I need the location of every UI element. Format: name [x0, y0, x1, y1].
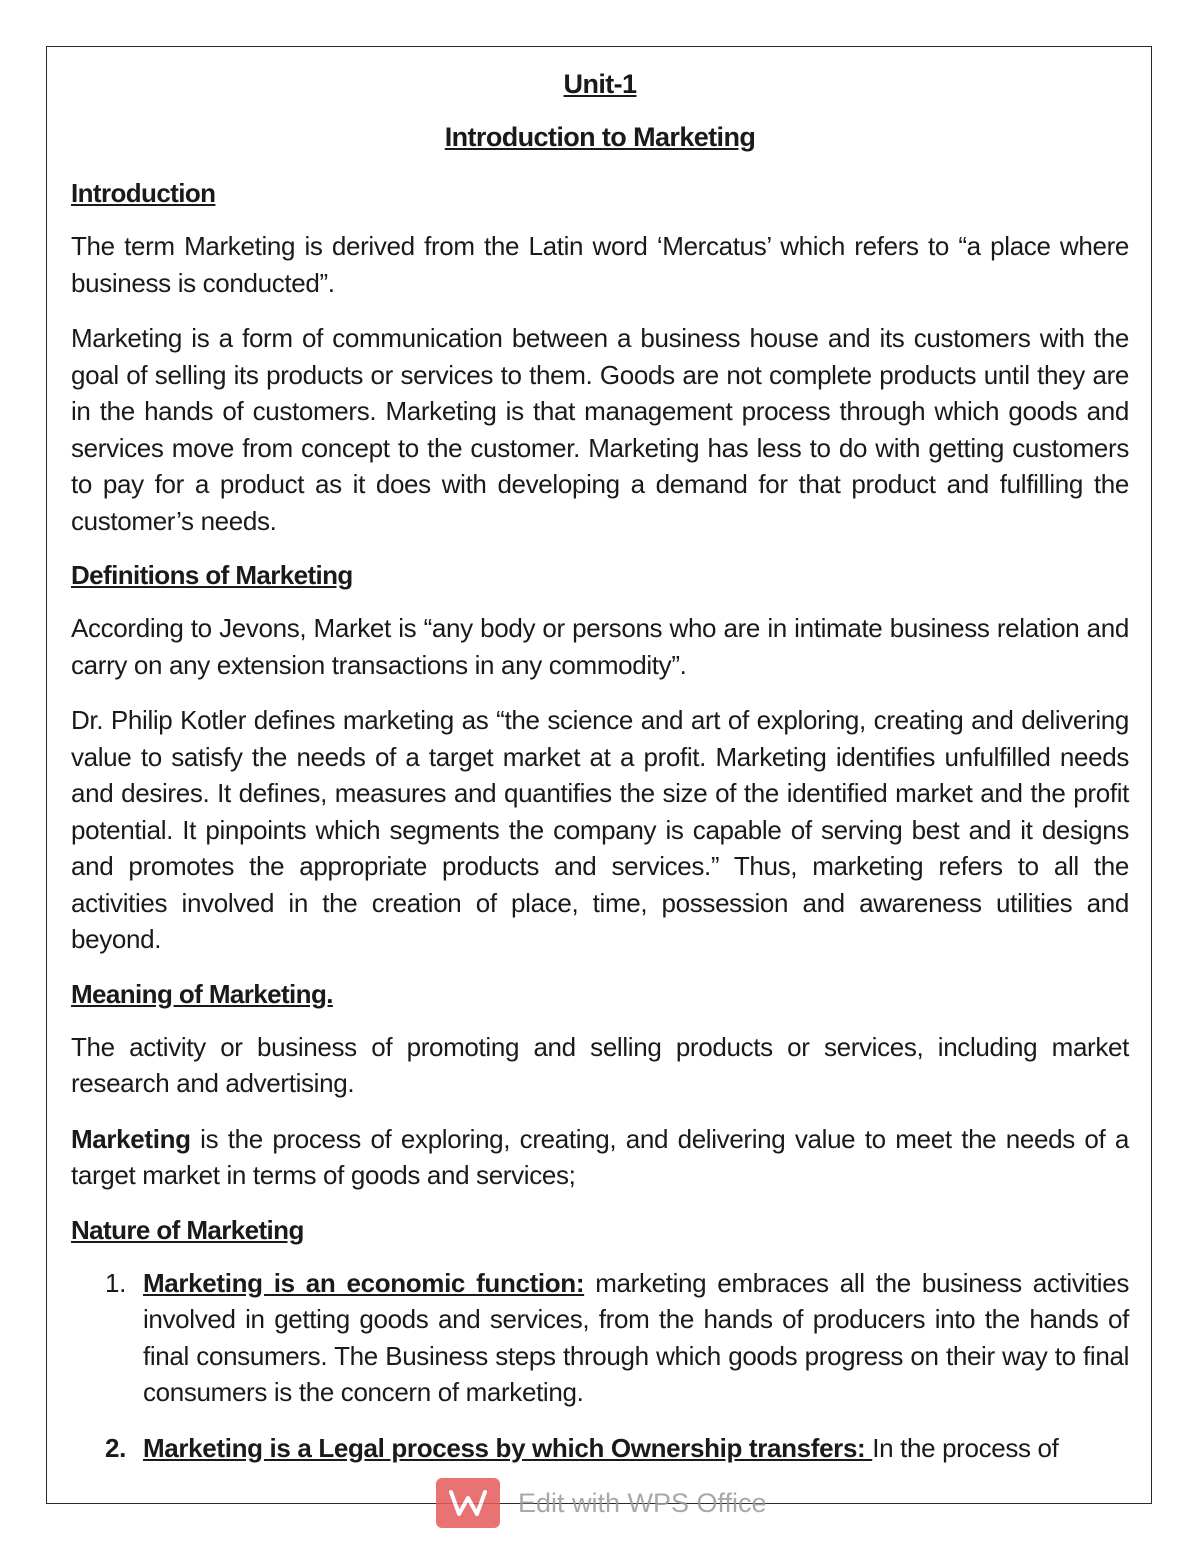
nature-list	[71, 1265, 1129, 1467]
section-heading-meaning: Meaning of Marketing.	[71, 978, 333, 1009]
section-heading-nature: Nature of Marketing	[71, 1214, 304, 1245]
chapter-title: Introduction to Marketing	[444, 122, 756, 152]
meaning-paragraph-2	[71, 1121, 1129, 1194]
meaning-paragraph-1: The activity or business of promoting and selling products or services, including market research and advertising.	[71, 1031, 1129, 1098]
list-item-text: In the process of	[872, 1432, 1059, 1463]
section-heading-introduction: Introduction	[71, 178, 216, 208]
list-item-number: 2.	[105, 1432, 126, 1463]
definitions-paragraph-2: Dr. Philip Kotler defines marketing as “the science and art of exploring, creating and delivering value to satisfy the needs of a target market at a profit. Marketing identifies unfulfilled needs and desires. It defines, measures and quantifies the size of the identified market and the profit potential. It pinpoints which segments the company is capable of serving best and it designs and promotes the appropriate products and services.” Thus, marketing refers to all the activities involved in the creation of place, time, possession and awareness utilities and beyond.	[71, 705, 1129, 954]
wps-logo-icon	[436, 1478, 500, 1528]
list-item	[71, 1430, 1129, 1467]
definitions-paragraph-1: According to Jevons, Market is “any body or persons who are in intimate business relation and carry on any extension transactions in any commodity”.	[71, 613, 1129, 680]
list-item	[71, 1265, 1129, 1411]
list-item-lead: Marketing is a Legal process by which Ownership transfers:	[143, 1432, 873, 1463]
document-page	[46, 46, 1152, 1504]
unit-title: Unit-1	[563, 69, 637, 99]
meaning-bold-term: Marketing	[71, 1123, 191, 1154]
wps-watermark[interactable]	[436, 1478, 767, 1528]
list-item-text: marketing embraces all the business activities involved in getting goods and services, from the hands of producers into the hands of final consumers. The Business steps through which goods progress on their way to final consumers is the concern of marketing.	[143, 1267, 1129, 1407]
section-heading-definitions: Definitions of Marketing	[71, 560, 353, 590]
list-item-number: 1.	[105, 1267, 126, 1298]
introduction-paragraph-2: Marketing is a form of communication between a business house and its customers with the goal of selling its products or services to them. Goods are not complete products until they are in the hands of customers. Marketing is that management process through which goods and services move from concept to the customer. Marketing has less to do with getting customers to pay for a product as it does with developing a demand for that product and fulfilling the customer’s needs.	[71, 323, 1129, 536]
introduction-paragraph-1: The term Marketing is derived from the Latin word ‘Mercatus’ which refers to “a place where business is conducted”.	[71, 231, 1129, 298]
list-item-lead: Marketing is an economic function:	[143, 1267, 585, 1298]
document-content	[71, 67, 1129, 1485]
wps-watermark-text: Edit with WPS Office	[518, 1487, 767, 1518]
meaning-paragraph-2-text: is the process of exploring, creating, and delivering value to meet the needs of a target market in terms of goods and services;	[71, 1123, 1129, 1190]
